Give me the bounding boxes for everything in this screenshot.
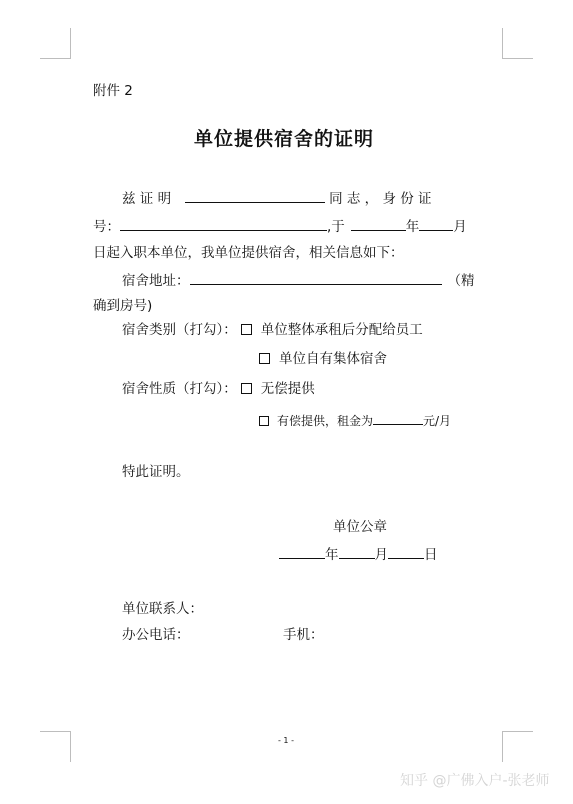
contact-label: 单位联系人： [122, 601, 203, 617]
month-label: 月 [453, 219, 467, 235]
office-phone-label: 办公电话： [122, 627, 190, 643]
seal-year-blank[interactable] [279, 546, 325, 559]
id-label: 号： [93, 219, 120, 235]
intro-line-2 [93, 218, 467, 235]
nature-option-1: 无偿提供 [260, 381, 315, 397]
date-line [279, 546, 438, 563]
seal-month-blank[interactable] [339, 546, 375, 559]
nature-checkbox-1[interactable] [241, 383, 252, 394]
category-option-2: 单位自有集体宿舍 [279, 351, 387, 367]
address-suffix: （精 [447, 273, 475, 289]
category-line-2 [259, 351, 387, 367]
crop-mark-bottom-left [40, 731, 71, 762]
rent-unit: 元/月 [423, 414, 452, 428]
nature-line-2 [259, 413, 451, 429]
intro-suffix: 同 志 ， 身 份 证 [329, 191, 432, 207]
intro-line-1 [122, 190, 432, 207]
watermark-text: 知乎 @广佛入户-张老师 [400, 773, 550, 789]
address-continuation: 确到房号) [93, 298, 153, 314]
id-number-blank[interactable] [120, 218, 327, 231]
mobile-label: 手机： [283, 627, 324, 643]
address-blank[interactable] [190, 272, 442, 285]
nature-line [122, 381, 315, 397]
nature-checkbox-2[interactable] [259, 416, 269, 426]
page-number: - 1 - [278, 736, 294, 745]
name-blank[interactable] [185, 190, 325, 203]
nature-label: 宿舍性质（打勾）： [122, 381, 237, 397]
date-from-label: ,于 [327, 219, 345, 235]
crop-mark-top-left [40, 28, 71, 59]
crop-mark-bottom-right [502, 731, 533, 762]
nature-option-2: 有偿提供，租金为 [277, 414, 374, 428]
category-option-1: 单位整体承租后分配给员工 [260, 322, 423, 338]
seal-day-blank[interactable] [388, 546, 424, 559]
category-label: 宿舍类别（打勾）： [122, 322, 237, 338]
document-title: 单位提供宿舍的证明 [194, 128, 375, 150]
seal-label: 单位公章 [333, 519, 387, 535]
crop-mark-top-right [502, 28, 533, 59]
category-checkbox-1[interactable] [241, 324, 252, 335]
seal-year-label: 年 [325, 547, 339, 563]
seal-month-label: 月 [374, 547, 388, 563]
intro-line-3: 日起入职本单位，我单位提供宿舍，相关信息如下： [93, 245, 404, 261]
year-label: 年 [405, 219, 420, 235]
start-year-blank[interactable] [351, 218, 406, 231]
category-line [122, 322, 423, 338]
intro-prefix: 兹 证 明 [122, 191, 172, 207]
seal-day-label: 日 [424, 547, 438, 563]
category-checkbox-2[interactable] [259, 353, 270, 364]
address-line [122, 272, 475, 289]
certify-text: 特此证明。 [122, 464, 190, 480]
attachment-label: 附件 2 [93, 83, 133, 99]
address-label: 宿舍地址： [122, 273, 190, 289]
start-month-blank[interactable] [419, 218, 453, 231]
rent-blank[interactable] [373, 413, 423, 425]
